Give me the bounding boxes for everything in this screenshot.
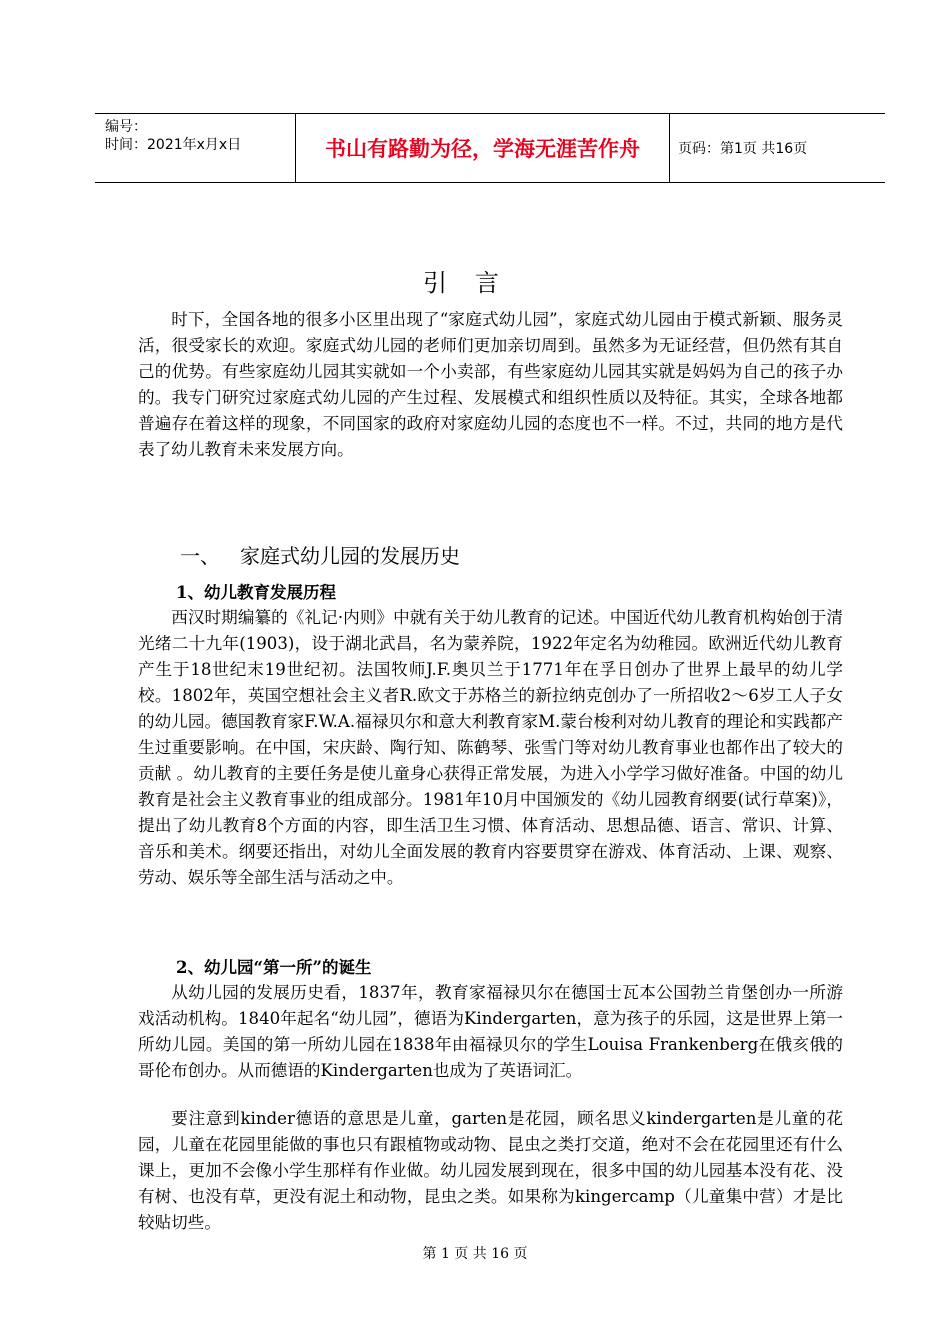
header-motto-cell — [296, 114, 670, 182]
section-number: 一、 — [180, 544, 220, 568]
intro-paragraph: 时下，全国各地的很多小区里出现了“家庭式幼儿园”，家庭式幼儿园由于模式新颖、服务灵活，很受家长的欢迎。家庭式幼儿园的老师们更加亲切周到。虽然多为无证经营，但仍然有其自己的优势。有些家庭幼儿园其实就如一个小卖部，有些家庭幼儿园其实就是妈妈为自己的孩子办的。我专门研究过家庭式幼儿园的产生过程、发展模式和组织性质以及特征。其实，全球各地都普遍存在着这样的现象，不同国家的政府对家庭幼儿园的态度也不一样。不过，共同的地方是代表了幼儿教育未来发展方向。 — [138, 310, 843, 459]
motto: 书山有路勤为径，学海无涯苦作舟 — [325, 137, 640, 161]
number-label: 编号： — [105, 119, 147, 135]
time-label: 时间：2021年x月x日 — [105, 137, 242, 153]
subsection-1-body: 西汉时期编纂的《礼记·内则》中就有关于幼儿教育的记述。中国近代幼儿教育机构始创于清光绪二十九年(1903)，设于湖北武昌，名为蒙养院，1922年定名为幼稚园。欧洲近代幼儿教育产生于18世纪末19世纪初。法国牧师J.F.奥贝兰于1771年在孚日创办了世界上最早的幼儿学校。1802年，英国空想社会主义者R.欧文于苏格兰的新拉纳克创办了一所招收2～6岁工人子女的幼儿园。德国教育家F.W.A.福禄贝尔和意大利教育家M.蒙台梭利对幼儿教育的理论和实践都产生过重要影响。在中国，宋庆龄、陶行知、陈鹤琴、张雪门等对幼儿教育事业也都作出了较大的贡献 。幼儿教育的主要任务是使儿童身心获得正常发展，为进入小学学习做好准备。中国的幼儿教育是社会主义教育事业的组成部分。1981年10月中国颁发的《幼儿园教育纲要(试行草案)》，提出了幼儿教育8个方面的内容，即生活卫生习惯、体育活动、思想品德、语言、常识、计算、音乐和美术。纲要还指出，对幼儿全面发展的教育内容要贯穿在游戏、体育活动、上课、观察、劳动、娱乐等全部生活与活动之中。 — [138, 608, 843, 887]
header-meta — [95, 114, 296, 182]
section-title: 家庭式幼儿园的发展历史 — [240, 544, 460, 568]
header-page-cell — [670, 114, 885, 182]
subsection-2-body-2: 要注意到kinder德语的意思是儿童，garten是花园，顾名思义kindergarten是儿童的花园，儿童在花园里能做的事也只有跟植物或动物、昆虫之类打交道，绝对不会在花园里还有什么课上，更加不会像小学生那样有作业做。幼儿园发展到现在，很多中国的幼儿园基本没有花、没有树、也没有草，更没有泥土和动物，昆虫之类。如果称为kingercamp（儿童集中营）才是比较贴切些。 — [138, 1109, 843, 1232]
page-footer: 第 1 页 共 16 页 — [422, 1246, 528, 1262]
subsection-2-body-1: 从幼儿园的发展历史看，1837年，教育家福禄贝尔在德国士瓦本公国勃兰肯堡创办一所游戏活动机构。1840年起名“幼儿园”，德语为Kindergarten，意为孩子的乐园，这是世界上第一所幼儿园。美国的第一所幼儿园在1838年由福禄贝尔的学生Louisa Frankenberg在俄亥俄的哥伦布创办。从而德语的Kindergarten也成为了英语词汇。 — [138, 983, 843, 1080]
document-header — [95, 113, 885, 183]
subsection-heading-1: 1、幼儿教育发展历程 — [176, 583, 336, 602]
page-info: 页码：第1页 共16页 — [678, 141, 808, 157]
page-title: 引言 — [423, 269, 527, 297]
section-heading — [180, 542, 460, 570]
subsection-heading-2: 2、幼儿园“第一所”的诞生 — [176, 958, 372, 977]
